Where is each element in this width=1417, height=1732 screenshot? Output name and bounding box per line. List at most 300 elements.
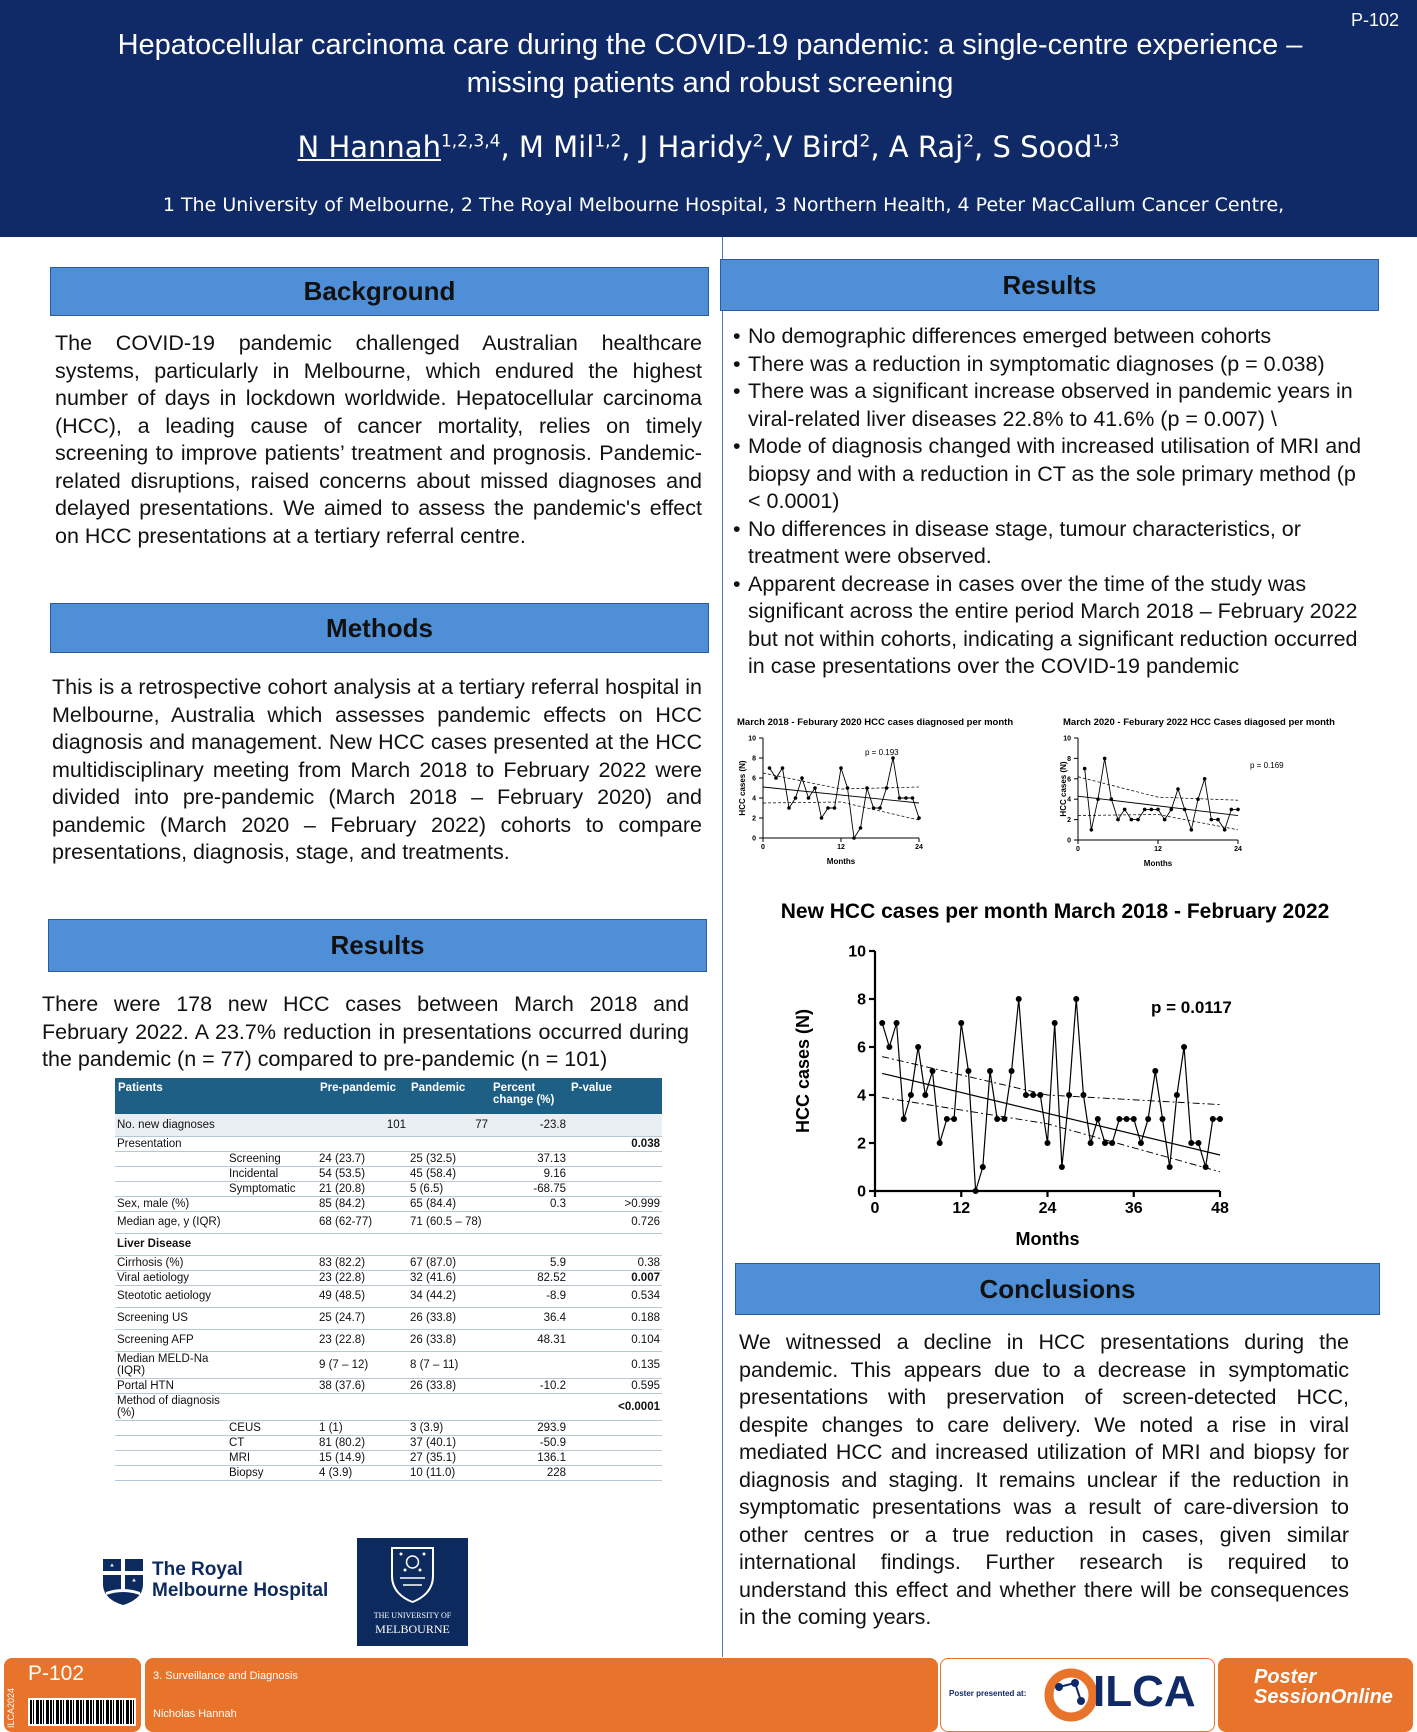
table-cell: [408, 1233, 490, 1255]
table-cell: No. new diagnoses: [115, 1114, 227, 1136]
table-cell: [568, 1114, 662, 1136]
y-tick-label: 2: [1067, 817, 1071, 825]
y-tick-label: 4: [857, 1087, 866, 1105]
table-cell: 71 (60.5 – 78): [408, 1211, 490, 1233]
data-point: [1230, 808, 1234, 812]
data-point: [878, 806, 882, 810]
table-cell: 67 (87.0): [408, 1255, 490, 1270]
data-point: [794, 796, 798, 800]
table-cell: 49 (48.5): [317, 1285, 408, 1307]
data-point: [1210, 1116, 1216, 1122]
author-affil: 2: [963, 131, 975, 152]
y-axis-label: HCC cases (N): [793, 1008, 813, 1134]
data-point: [1160, 1116, 1166, 1122]
data-point: [859, 826, 863, 830]
y-tick-label: 6: [752, 775, 756, 783]
author-sep: ,: [763, 130, 773, 164]
data-point: [813, 786, 817, 790]
table-cell: 23 (22.8): [317, 1329, 408, 1351]
table-cell: 82.52: [490, 1270, 568, 1285]
data-point: [1080, 1092, 1086, 1098]
title-line-1: Hepatocellular carcinoma care during the COVID-19 pandemic: a single-centre experience –: [117, 29, 1303, 61]
data-point: [973, 1188, 979, 1194]
background-heading: Background: [50, 267, 709, 316]
table-cell: [227, 1285, 317, 1307]
author-name: A Raj: [888, 130, 964, 164]
table-cell: Cirrhosis (%): [115, 1255, 227, 1270]
table-cell: Steototic aetiology: [115, 1285, 227, 1307]
col-header: Pre-pandemic: [317, 1078, 408, 1114]
table-cell: 24 (23.7): [317, 1151, 408, 1166]
author-affil: 2: [859, 131, 871, 152]
data-point: [1045, 1140, 1051, 1146]
ci-lower-band: [763, 802, 919, 820]
data-point: [1052, 1020, 1058, 1026]
table-cell: 34 (44.2): [408, 1285, 490, 1307]
table-cell: Symptomatic: [227, 1181, 317, 1196]
author-sep: ,: [621, 130, 640, 164]
data-point: [1150, 808, 1154, 812]
series-line: [1085, 758, 1238, 829]
table-cell: [115, 1450, 227, 1465]
data-point: [1123, 808, 1127, 812]
table-row: [115, 1465, 662, 1480]
table-cell: 25 (24.7): [317, 1307, 408, 1329]
table-cell: [490, 1136, 568, 1151]
table-cell: [227, 1393, 317, 1420]
data-point: [922, 1092, 928, 1098]
table-cell: 65 (84.4): [408, 1196, 490, 1211]
rmh-crest-icon: [98, 1556, 148, 1606]
y-tick-label: 8: [857, 991, 866, 1009]
results-left-text: There were 178 new HCC cases between March 2018 and February 2022. A 23.7% reduction in presentations occurred during the pandemic (n = 77) compared to pre-pandemic (n = 101): [42, 992, 689, 1071]
data-point: [1170, 808, 1174, 812]
table-cell: 68 (62-77): [317, 1211, 408, 1233]
data-point: [937, 1140, 943, 1146]
table-cell: [490, 1393, 568, 1420]
x-tick-label: 12: [837, 844, 845, 851]
table-cell: 0.188: [568, 1307, 662, 1329]
y-tick-label: 8: [1067, 755, 1071, 763]
data-point: [1023, 1092, 1029, 1098]
x-axis-label: Months: [1143, 859, 1173, 868]
data-point: [885, 786, 889, 790]
table-cell: Screening US: [115, 1307, 227, 1329]
data-point: [1136, 818, 1140, 822]
author-affil: 2: [752, 131, 764, 152]
table-cell: CEUS: [227, 1420, 317, 1435]
uom-line-1: THE UNIVERSITY OF: [373, 1611, 452, 1620]
col-header: Pandemic: [408, 1078, 490, 1114]
table-cell: [227, 1233, 317, 1255]
table-cell: CT: [227, 1435, 317, 1450]
y-tick-label: 0: [857, 1183, 866, 1201]
data-point: [1190, 828, 1194, 832]
y-tick-label: 4: [752, 795, 756, 803]
table-cell: [227, 1351, 317, 1378]
data-point: [944, 1116, 950, 1122]
table-row: [115, 1329, 662, 1351]
table-cell: 85 (84.2): [317, 1196, 408, 1211]
data-point: [1195, 1140, 1201, 1146]
table-cell: [227, 1307, 317, 1329]
table-cell: [227, 1255, 317, 1270]
table-cell: Screening AFP: [115, 1329, 227, 1351]
table-cell: -8.9: [490, 1285, 568, 1307]
data-point: [911, 796, 915, 800]
footer-poster-id: P-102: [28, 1662, 85, 1685]
data-point: [781, 766, 785, 770]
data-point: [1110, 797, 1114, 801]
data-point: [1203, 1164, 1209, 1170]
author-affil: 1,3: [1092, 131, 1120, 152]
table-row: [115, 1351, 662, 1378]
table-row: [115, 1285, 662, 1307]
data-point: [1176, 787, 1180, 791]
table-row: [115, 1136, 662, 1151]
series-line: [882, 999, 1220, 1191]
data-point: [908, 1092, 914, 1098]
table-cell: [490, 1351, 568, 1378]
table-row: [115, 1181, 662, 1196]
table-cell: 5 (6.5): [408, 1181, 490, 1196]
data-point: [820, 816, 824, 820]
table-cell: 293.9: [490, 1420, 568, 1435]
table-cell: Median MELD-Na (IQR): [115, 1351, 227, 1378]
conclusions-heading: Conclusions: [735, 1263, 1380, 1315]
data-point: [1102, 1140, 1108, 1146]
table-cell: 36.4: [490, 1307, 568, 1329]
data-point: [1124, 1116, 1130, 1122]
table-cell: [227, 1329, 317, 1351]
table-cell: [115, 1166, 227, 1181]
data-point: [1066, 1092, 1072, 1098]
p-value-annotation: p = 0.169: [1250, 761, 1284, 770]
result-bullet: • Mode of diagnosis changed with increased utilisation of MRI and biopsy and with a reduction in CT as the sole primary method (p < 0.0001): [733, 433, 1373, 516]
table-cell: 21 (20.8): [317, 1181, 408, 1196]
x-tick-label: 48: [1211, 1200, 1229, 1217]
author-name: S Sood: [992, 130, 1093, 164]
footer-ilca-box: [940, 1658, 1215, 1732]
table-row: [115, 1270, 662, 1285]
table-row: [115, 1420, 662, 1435]
presented-at-label: Poster presented at:: [949, 1689, 1027, 1698]
data-point: [1090, 828, 1094, 832]
table-cell: 0.3: [490, 1196, 568, 1211]
conclusions-text: We witnessed a decline in HCC presentations during the pandemic. This appears due to a decrease in symptomatic presentations with preservation of screen-detected HCC, despite changes to care delivery. We noted a rise in viral mediated HCC and increased utilization of MRI and biopsy for diagnosis and staging. It remains unclear if the reduction in symptomatic presentations was a result of care-diversion to other centres or a true reduction in cases, given similar international findings. Further research is required to understand this effect and whether there will be consequences in the coming years.: [739, 1330, 1349, 1629]
y-tick-label: 10: [1063, 735, 1071, 743]
poster-header: [0, 0, 1417, 237]
table-cell: 9.16: [490, 1166, 568, 1181]
author-name: J Haridy: [639, 130, 753, 164]
table-cell: 45 (58.4): [408, 1166, 490, 1181]
table-cell: [568, 1166, 662, 1181]
col-header: [227, 1078, 317, 1114]
table-cell: [115, 1420, 227, 1435]
chart-pandemic: [1058, 710, 1388, 890]
rmh-logo-text: The Royal Melbourne Hospital: [152, 1559, 329, 1601]
table-cell: 0.534: [568, 1285, 662, 1307]
ci-lower-band: [1078, 815, 1238, 830]
table-cell: [490, 1211, 568, 1233]
data-point: [1223, 828, 1227, 832]
poster-id: P-102: [1350, 10, 1399, 30]
data-point: [917, 816, 921, 820]
p-value-annotation: p = 0.0117: [1151, 998, 1232, 1017]
ilca-logo-icon: [1041, 1665, 1101, 1725]
author-affil: 1,2: [594, 131, 622, 152]
data-point: [1183, 808, 1187, 812]
table-cell: [317, 1233, 408, 1255]
pso-line-2: SessionOnline: [1254, 1686, 1393, 1708]
table-cell: [227, 1196, 317, 1211]
table-cell: -50.9: [490, 1435, 568, 1450]
data-point: [1216, 818, 1220, 822]
data-point: [1174, 1092, 1180, 1098]
table-cell: 0.007: [568, 1270, 662, 1285]
title-line-2: missing patients and robust screening: [466, 67, 954, 99]
table-cell: 48.31: [490, 1329, 568, 1351]
affiliations: 1 The University of Melbourne, 2 The Royal Melbourne Hospital, 3 Northern Health, 4 Peter MacCallum Cancer Centre,: [162, 194, 1285, 216]
data-point: [1059, 1164, 1065, 1170]
results-table: [115, 1078, 662, 1481]
table-row: [115, 1255, 662, 1270]
table-cell: 27 (35.1): [408, 1450, 490, 1465]
data-point: [958, 1020, 964, 1026]
poster-title: [60, 26, 1360, 102]
result-bullet: • There was a reduction in symptomatic diagnoses (p = 0.038): [733, 351, 1373, 379]
data-point: [965, 1068, 971, 1074]
table-cell: 0.726: [568, 1211, 662, 1233]
column-divider: [722, 237, 723, 1657]
data-point: [1130, 818, 1134, 822]
background-text: The COVID-19 pandemic challenged Australian healthcare systems, particularly in Melbourne, which endured the highest number of days in lockdown worldwide. Hepatocellular carcinoma (HCC), a leading cause of cancer mortality, relies on timely screening to improve patients’ treatment and prognosis. Pandemic-related disruptions, raised concerns about missed diagnoses and delayed presentations. We aimed to assess the pandemic's effect on HCC presentations at a tertiary referral centre.: [55, 331, 702, 548]
author-sep: ,: [870, 130, 889, 164]
table-cell: Viral aetiology: [115, 1270, 227, 1285]
table-cell: [317, 1393, 408, 1420]
table-cell: [568, 1420, 662, 1435]
y-axis-label: HCC cases (N): [1059, 761, 1068, 817]
ilca-logo-text: ILCA: [1093, 1667, 1196, 1716]
table-cell: 83 (82.2): [317, 1255, 408, 1270]
results-bullet-list: [733, 323, 1373, 681]
y-tick-label: 8: [752, 755, 756, 763]
data-point: [930, 1068, 936, 1074]
table-cell: 25 (32.5): [408, 1151, 490, 1166]
pso-line-1: Poster: [1254, 1666, 1317, 1688]
data-point: [1167, 1164, 1173, 1170]
table-cell: 0.104: [568, 1329, 662, 1351]
table-header-row: [115, 1078, 662, 1114]
data-point: [807, 796, 811, 800]
chart-overall: [755, 888, 1395, 1260]
table-cell: Incidental: [227, 1166, 317, 1181]
data-point: [1009, 1068, 1015, 1074]
table-cell: [227, 1211, 317, 1233]
author-name: N Hannah: [297, 130, 441, 164]
data-point: [1116, 818, 1120, 822]
table-cell: [568, 1435, 662, 1450]
table-cell: Sex, male (%): [115, 1196, 227, 1211]
table-cell: -10.2: [490, 1378, 568, 1393]
data-point: [865, 786, 869, 790]
table-row: [115, 1114, 662, 1136]
table-cell: 9 (7 – 12): [317, 1351, 408, 1378]
university-of-melbourne-logo: [357, 1538, 468, 1646]
table-cell: Liver Disease: [115, 1233, 227, 1255]
data-point: [1152, 1068, 1158, 1074]
royal-melbourne-hospital-logo: [98, 1556, 338, 1612]
y-tick-label: 10: [748, 735, 756, 743]
data-point: [1096, 797, 1100, 801]
table-row: [115, 1307, 662, 1329]
x-tick-label: 0: [870, 1200, 880, 1217]
table-cell: <0.0001: [568, 1393, 662, 1420]
table-cell: 0.38: [568, 1255, 662, 1270]
table-cell: [227, 1270, 317, 1285]
results-left-heading: Results: [48, 919, 707, 972]
result-bullet: • No differences in disease stage, tumour characteristics, or treatment were observed.: [733, 516, 1373, 571]
data-point: [1083, 767, 1087, 771]
table-cell: 38 (37.6): [317, 1378, 408, 1393]
table-cell: [568, 1465, 662, 1480]
y-axis-label: HCC cases (N): [738, 760, 747, 816]
table-row: [115, 1450, 662, 1465]
col-header: Percent change (%): [490, 1078, 568, 1114]
table-cell: [408, 1136, 490, 1151]
x-tick-label: 24: [1234, 846, 1242, 853]
table-cell: [115, 1151, 227, 1166]
footer-info-box: [145, 1658, 938, 1732]
table-cell: 0.595: [568, 1378, 662, 1393]
footer-id-box: [4, 1658, 141, 1732]
table-cell: Method of diagnosis (%): [115, 1393, 227, 1420]
table-cell: Screening: [227, 1151, 317, 1166]
chart-pre-pandemic: [735, 710, 1065, 890]
table-cell: [317, 1136, 408, 1151]
table-cell: 15 (14.9): [317, 1450, 408, 1465]
table-cell: [227, 1378, 317, 1393]
table-cell: Biopsy: [227, 1465, 317, 1480]
y-tick-label: 0: [752, 835, 756, 843]
data-point: [1181, 1044, 1187, 1050]
data-point: [1109, 1140, 1115, 1146]
author-name: M Mil: [518, 130, 595, 164]
footer-side-code: ILCA2024: [6, 1687, 16, 1728]
data-point: [1138, 1140, 1144, 1146]
data-point: [904, 796, 908, 800]
table-cell: 23 (22.8): [317, 1270, 408, 1285]
y-tick-label: 6: [1067, 776, 1071, 784]
uom-crest-icon: [357, 1538, 468, 1608]
x-tick-label: 0: [761, 844, 765, 851]
data-point: [901, 1116, 907, 1122]
data-point: [768, 766, 772, 770]
y-tick-label: 4: [1067, 796, 1071, 804]
data-point: [915, 1044, 921, 1050]
data-point: [1203, 777, 1207, 781]
table-cell: 101: [317, 1114, 408, 1136]
table-cell: 3 (3.9): [408, 1420, 490, 1435]
data-point: [833, 806, 837, 810]
table-row: [115, 1378, 662, 1393]
table-cell: 37 (40.1): [408, 1435, 490, 1450]
table-cell: [568, 1151, 662, 1166]
x-tick-label: 0: [1076, 846, 1080, 853]
x-tick-label: 24: [1038, 1200, 1057, 1217]
data-point: [787, 806, 791, 810]
x-axis-label: Months: [1015, 1229, 1080, 1249]
table-cell: 136.1: [490, 1450, 568, 1465]
result-bullet: • There was a significant increase observed in pandemic years in viral-related liver diseases 22.8% to 41.6% (p = 0.007) \: [733, 378, 1373, 433]
table-cell: [490, 1233, 568, 1255]
y-tick-label: 2: [857, 1135, 866, 1153]
table-cell: [115, 1181, 227, 1196]
data-point: [1116, 1116, 1122, 1122]
table-row: [115, 1211, 662, 1233]
table-cell: Median age, y (IQR): [115, 1211, 227, 1233]
data-point: [826, 806, 830, 810]
footer-presenter: Nicholas Hannah: [153, 1708, 237, 1720]
data-point: [980, 1164, 986, 1170]
data-point: [1210, 818, 1214, 822]
col-header: Patients: [115, 1078, 227, 1114]
data-point: [1217, 1116, 1223, 1122]
table-cell: >0.999: [568, 1196, 662, 1211]
data-point: [1016, 996, 1022, 1002]
table-cell: [568, 1181, 662, 1196]
table-cell: 81 (80.2): [317, 1435, 408, 1450]
footer-pso-box: [1218, 1658, 1413, 1732]
table-row: [115, 1393, 662, 1420]
data-point: [1103, 757, 1107, 761]
table-cell: [408, 1393, 490, 1420]
methods-text: This is a retrospective cohort analysis at a tertiary referral hospital in Melbourne, Australia which assesses pandemic effects on HCC diagnosis and management. New HCC cases presented at the HCC multidisciplinary meeting from March 2018 to February 2022 were divided into pre-pandemic (March 2018 – February 2020) and pandemic (March 2020 – February 2022) cohorts to compare presentations, diagnosis, stage, and treatments.: [52, 675, 702, 864]
data-point: [1196, 797, 1200, 801]
table-cell: 26 (33.8): [408, 1378, 490, 1393]
col-header: P-value: [568, 1078, 662, 1114]
data-point: [894, 1020, 900, 1026]
table-cell: 8 (7 – 11): [408, 1351, 490, 1378]
table-cell: [227, 1114, 317, 1136]
table-cell: 1 (1): [317, 1420, 408, 1435]
author-list: [0, 130, 1417, 164]
table-cell: [227, 1136, 317, 1151]
y-tick-label: 10: [848, 943, 866, 961]
data-point: [800, 776, 804, 780]
table-cell: Presentation: [115, 1136, 227, 1151]
author-sep: ,: [974, 130, 993, 164]
table-cell: -23.8: [490, 1114, 568, 1136]
chart-title: March 2020 - Feburary 2022 HCC Cases diagosed per month: [1063, 717, 1335, 728]
table-cell: 77: [408, 1114, 490, 1136]
table-cell: Portal HTN: [115, 1378, 227, 1393]
x-tick-label: 24: [915, 844, 923, 851]
data-point: [951, 1116, 957, 1122]
table-cell: 54 (53.5): [317, 1166, 408, 1181]
x-tick-label: 12: [1154, 846, 1162, 853]
uom-line-2: MELBOURNE: [375, 1622, 450, 1636]
author-name: V Bird: [772, 130, 860, 164]
data-point: [994, 1116, 1000, 1122]
table-cell: 228: [490, 1465, 568, 1480]
table-cell: 4 (3.9): [317, 1465, 408, 1480]
p-value-annotation: p = 0.193: [865, 748, 899, 757]
table-cell: 32 (41.6): [408, 1270, 490, 1285]
footer-category: 3. Surveillance and Diagnosis: [153, 1670, 298, 1682]
data-point: [1188, 1140, 1194, 1146]
data-point: [898, 796, 902, 800]
